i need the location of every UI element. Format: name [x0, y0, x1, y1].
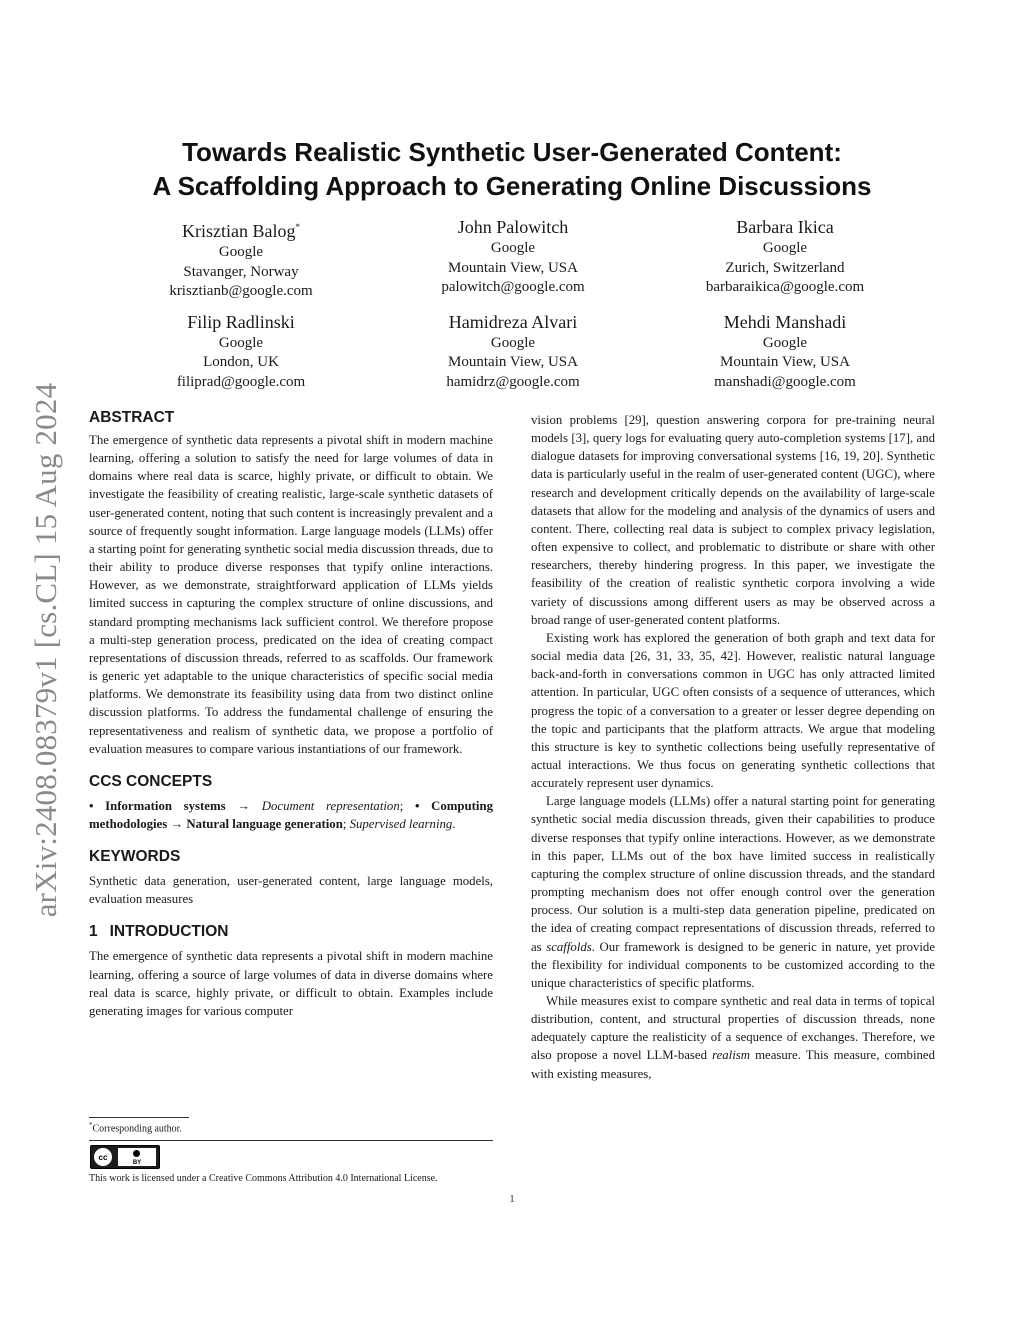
introduction-heading	[89, 922, 493, 942]
author-card	[649, 215, 921, 302]
author-card	[649, 310, 921, 393]
author-location: Zurich, Switzerland	[725, 259, 845, 276]
p3-emphasis: scaffolds	[546, 939, 592, 954]
author-affiliation: Google	[490, 334, 536, 351]
p3-text-a: Large language models (LLMs) offer a natural starting point for generating synthetic social media discussion threads, given their capabilities to produce diverse responses that typify online interactions. However, as we demonstrate in this paper, LLMs out of the box have limited success in realistically capturing the complex structure of online discussion threads, and the standard prompting mechanism does not offer enough control over the generation process. Our solution is a multi-step data generation pipeline, predicated on the idea of creating compact representations of discussion threads, referred to as	[531, 794, 935, 954]
author-card	[105, 310, 377, 393]
abstract-heading: ABSTRACT	[89, 409, 175, 426]
author-card	[377, 215, 649, 302]
intro-paragraph-1: The emergence of synthetic data represents a pivotal shift in modern machine learning, offering a source of large volumes of data in diverse domains where real data is scarce, highly private, or difficult to obtain. Examples include generating images for various computer	[89, 949, 493, 1018]
author-email[interactable]: krisztianb@google.com	[169, 283, 313, 299]
license-rule	[89, 1140, 493, 1141]
author-location: London, UK	[203, 354, 279, 370]
cc-by-badge[interactable]	[90, 1145, 160, 1169]
paper-title	[100, 135, 924, 203]
author-affiliation: Google	[490, 240, 536, 256]
author-email[interactable]: manshadi@google.com	[714, 373, 856, 390]
ccs-bullet-1: • Information systems	[89, 798, 226, 813]
left-column	[89, 408, 493, 1020]
author-email[interactable]: barbaraikica@google.com	[705, 279, 865, 295]
author-email[interactable]: filiprad@google.com	[176, 373, 306, 390]
ccs-item-3: Supervised learning	[349, 816, 453, 831]
author-affiliation: Google	[762, 334, 808, 351]
author-name: Mehdi Manshadi	[723, 311, 847, 332]
ccs-end: .	[452, 816, 456, 831]
p4-text-b: measure. This measure, combined with existing measures,	[531, 1048, 935, 1081]
author-affiliation: Google	[218, 334, 264, 351]
ccs-arrow: →	[225, 798, 262, 813]
author-name: Filip Radlinski	[187, 311, 295, 332]
author-email[interactable]: hamidrz@google.com	[446, 373, 580, 390]
author-location: Mountain View, USA	[448, 259, 578, 276]
author-name: Krisztian Balog	[182, 221, 296, 241]
cc-logo-icon: cc	[94, 1148, 112, 1166]
footnote-mark: *	[89, 1121, 93, 1129]
author-block	[105, 215, 921, 392]
ccs-concepts	[89, 797, 493, 833]
ccs-separator: ;	[399, 798, 415, 813]
author-location: Mountain View, USA	[448, 354, 578, 370]
author-affiliation: Google	[218, 244, 264, 260]
license-text: This work is licensed under a Creative Commons Attribution 4.0 International License.	[89, 1173, 438, 1184]
by-icon	[118, 1148, 156, 1166]
intro-paragraph-3	[531, 792, 935, 992]
author-card	[105, 215, 377, 302]
author-email[interactable]: palowitch@google.com	[441, 279, 585, 295]
footnote	[89, 1118, 182, 1136]
ccs-item-1: Document representation	[261, 798, 400, 813]
keywords-text: Synthetic data generation, user-generated content, large language models, evaluation measures	[89, 874, 493, 907]
ccs-bullet-2: • Computing methodologies	[89, 798, 493, 831]
intro-paragraph-1-continued: vision problems [29], question answering corpora for pre-training neural models [3], query logs for evaluating query auto-completion systems [17], and dialogue datasets for improving conversational systems [16, 19, 20]. Synthetic data is particularly useful in the realm of user-generated content (UGC), where research and development critically depends on the availability of large-scale datasets that allow for the modeling and analysis of the dynamics of users and content. There, collecting real data is subject to complex privacy legislation, often expensive to collect, and problematic to distribute or share with other researchers, thereby hindering progress. In this paper, we investigate the feasibility of the creation of realistic synthetic corpora involving a wide variety of discussions among different users as may be observed across a broad range of user-generated content platforms.	[531, 413, 935, 627]
p3-text-b: . Our framework is designed to be generic in nature, yet provide the flexibility for individual components to be customized according to the unique characteristics of specific platforms.	[531, 939, 935, 990]
author-location: Mountain View, USA	[720, 354, 850, 370]
author-card	[377, 310, 649, 393]
p4-text-a: While measures exist to compare synthetic and real data in terms of topical distribution, content, and structural properties of discussion threads, none adequately capture the realisticity of a sequence of exchanges. Therefore, we also propose a novel LLM-based	[531, 994, 935, 1063]
title-line-1: Towards Realistic Synthetic User-Generated Content:	[182, 137, 842, 167]
corresponding-mark: *	[295, 222, 300, 232]
intro-paragraph-2: Existing work has explored the generation of both graph and text data for social media data [26, 31, 33, 35, 42]. However, realistic natural language back-and-forth in conversations common in UGC has only attracted limited attention. In particular, UGC often consists of a sequence of utterances, which progress the topic of a conversation to a greater or lesser degree depending on the topic and participants that the platform attracts. We argue that modeling this structure is key to synthetic collections being usefully representative of actual interactions. We thus focus on generating synthetic collections that accurately represent user dynamics.	[531, 630, 935, 791]
author-name: John Palowitch	[457, 217, 569, 237]
person-icon	[133, 1150, 140, 1157]
page-number: 1	[509, 1194, 515, 1205]
section-number: 1	[89, 923, 98, 941]
ccs-separator: ;	[342, 816, 350, 831]
keywords-heading: KEYWORDS	[89, 848, 181, 866]
section-title: INTRODUCTION	[109, 923, 229, 941]
abstract-text: The emergence of synthetic data represents a pivotal shift in modern machine learning, offering a solution to satisfy the need for large volumes of data in domains where real data is scarce, highly private, or difficult to obtain. We investigate the feasibility of creating realistic, large-scale synthetic datasets of user-generated content, noting that such content is increasingly prevalent and a source of frequently sought information. Large language models (LLMs) offer a starting point for generating synthetic social media discussion threads, due to their ability to produce diverse responses that typify online interactions. However, as we demonstrate, straightforward application of LLMs yields limited success in capturing the complex structure of online discussions, and standard prompting mechanisms lack sufficient control. We therefore propose a multi-step generation process, predicated on the idea of creating compact representations of discussion threads, referred to as scaffolds. Our framework is generic yet adaptable to the unique characteristics of specific social media platforms. We demonstrate its feasibility using data from two distinct online discussion platforms. To address the fundamental challenge of ensuring the representativeness and realism of synthetic data, we propose a portfolio of evaluation measures to compare various instantiations of our framework.	[89, 433, 493, 756]
right-column	[531, 411, 935, 1083]
p4-emphasis: realism	[712, 1048, 750, 1063]
author-location: Stavanger, Norway	[183, 263, 299, 280]
intro-paragraph-4	[531, 992, 935, 1083]
ccs-item-2: Natural language generation	[186, 816, 343, 831]
ccs-arrow: →	[167, 816, 187, 831]
ccs-heading: CCS CONCEPTS	[89, 772, 213, 790]
author-affiliation: Google	[762, 240, 808, 256]
by-label: BY	[132, 1160, 142, 1166]
footnote-text: Corresponding author.	[92, 1123, 182, 1135]
arxiv-identifier: arXiv:2408.08379v1 [cs.CL] 15 Aug 2024	[28, 382, 63, 918]
author-name: Hamidreza Alvari	[448, 311, 578, 332]
author-name: Barbara Ikica	[736, 217, 834, 237]
title-line-2: A Scaffolding Approach to Generating Online Discussions	[152, 171, 872, 201]
